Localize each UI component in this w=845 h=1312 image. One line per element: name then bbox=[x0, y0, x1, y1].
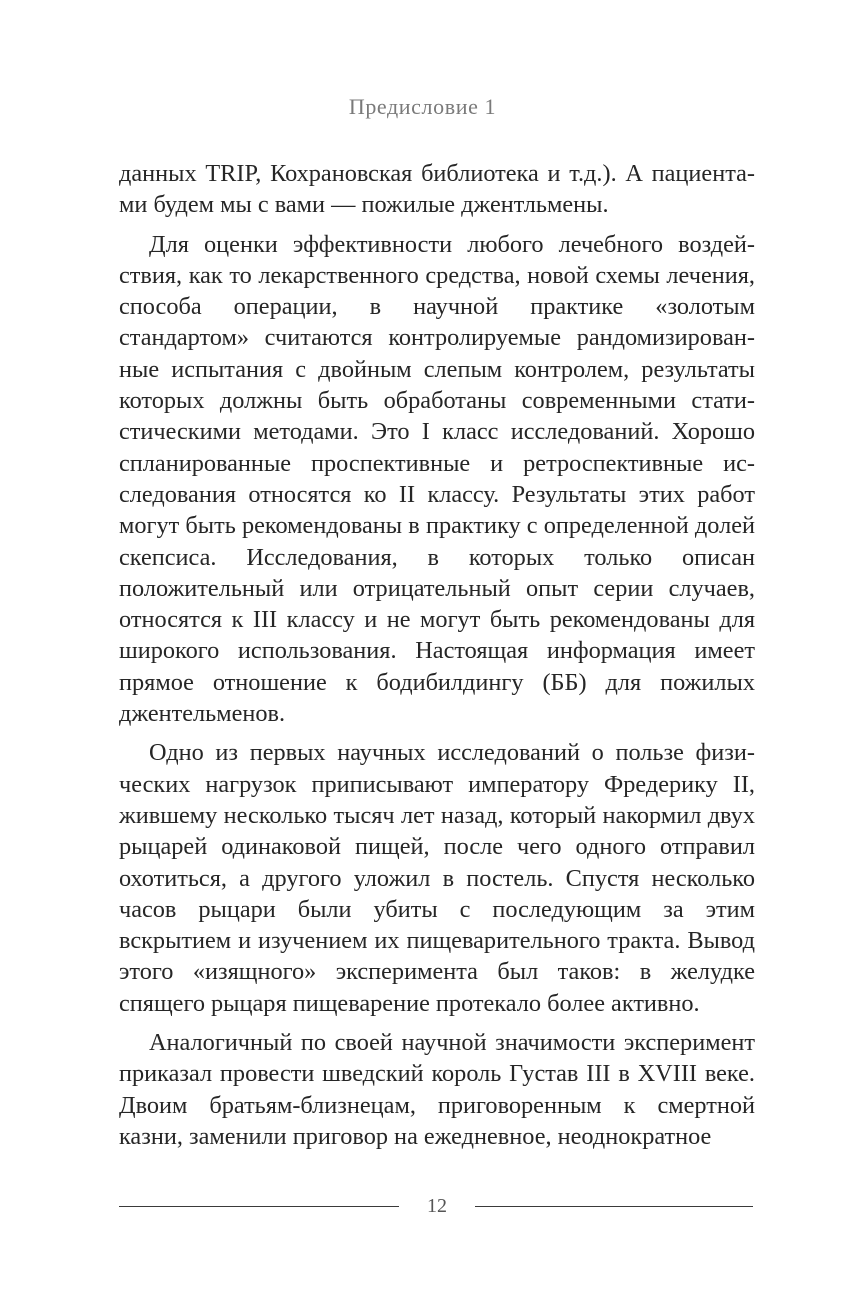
footer-rule-right bbox=[475, 1206, 753, 1207]
page-number: 12 bbox=[427, 1195, 447, 1217]
footer-rule-left bbox=[119, 1206, 399, 1207]
paragraph-gustav-experiment: Аналогичный по своей научной значимости эксперимент приказал провести шведский король Густав III в XVIII веке. Двоим братьям-близнецам, приговоренным к смертной казни, заменили приговор на ежедневное, неоднократное bbox=[119, 1029, 755, 1150]
paragraph-evidence-classes: Для оценки эффективности любого лечебного воздействия, как то лекарственного средства, новой схемы лечения, способа операции, в научной практике «золотым стандартом» считаются контролируемые рандомизированные испытания с двойным слепым контролем, результаты которых должны быть обработаны современными статистическими методами. Это I класс исследований. Хорошо спланированные проспективные и ретроспективные исследования относятся ко II классу. Результаты этих работ могут быть рекомендованы в практику с определенной долей скепсиса. Исследования, в которых только описан положительный или отрицательный опыт серии случаев, относятся к III классу и не могут быть рекомендованы для широкого использования. Настоящая информация имеет прямое отношение к бодибилдингу (ББ) для пожилых джентельменов. bbox=[119, 230, 755, 728]
running-header: Предисловие 1 bbox=[348, 94, 497, 119]
body-text bbox=[119, 158, 755, 1160]
page-footer bbox=[119, 1195, 753, 1219]
paragraph-frederick-experiment: Одно из первых научных исследований о пользе физических нагрузок приписывают императору Фредерику II, жившему несколько тысяч лет назад, который накормил двух рыцарей одинаковой пищей, после чего одного отправил охотиться, а другого уложил в постель. Спустя несколько часов рыцари были убиты с последующим за этим вскрытием и изучением их пищеварительного тракта. Вывод этого «изящного» эксперимента был таков: в желудке спящего рыцаря пищеварение протекало более активно. bbox=[119, 739, 755, 1017]
paragraph-continuation: данных TRIP, Кохрановская библиотека и т.д.). А пациентами будем мы с вами — пожилые джентльмены. bbox=[119, 160, 755, 219]
